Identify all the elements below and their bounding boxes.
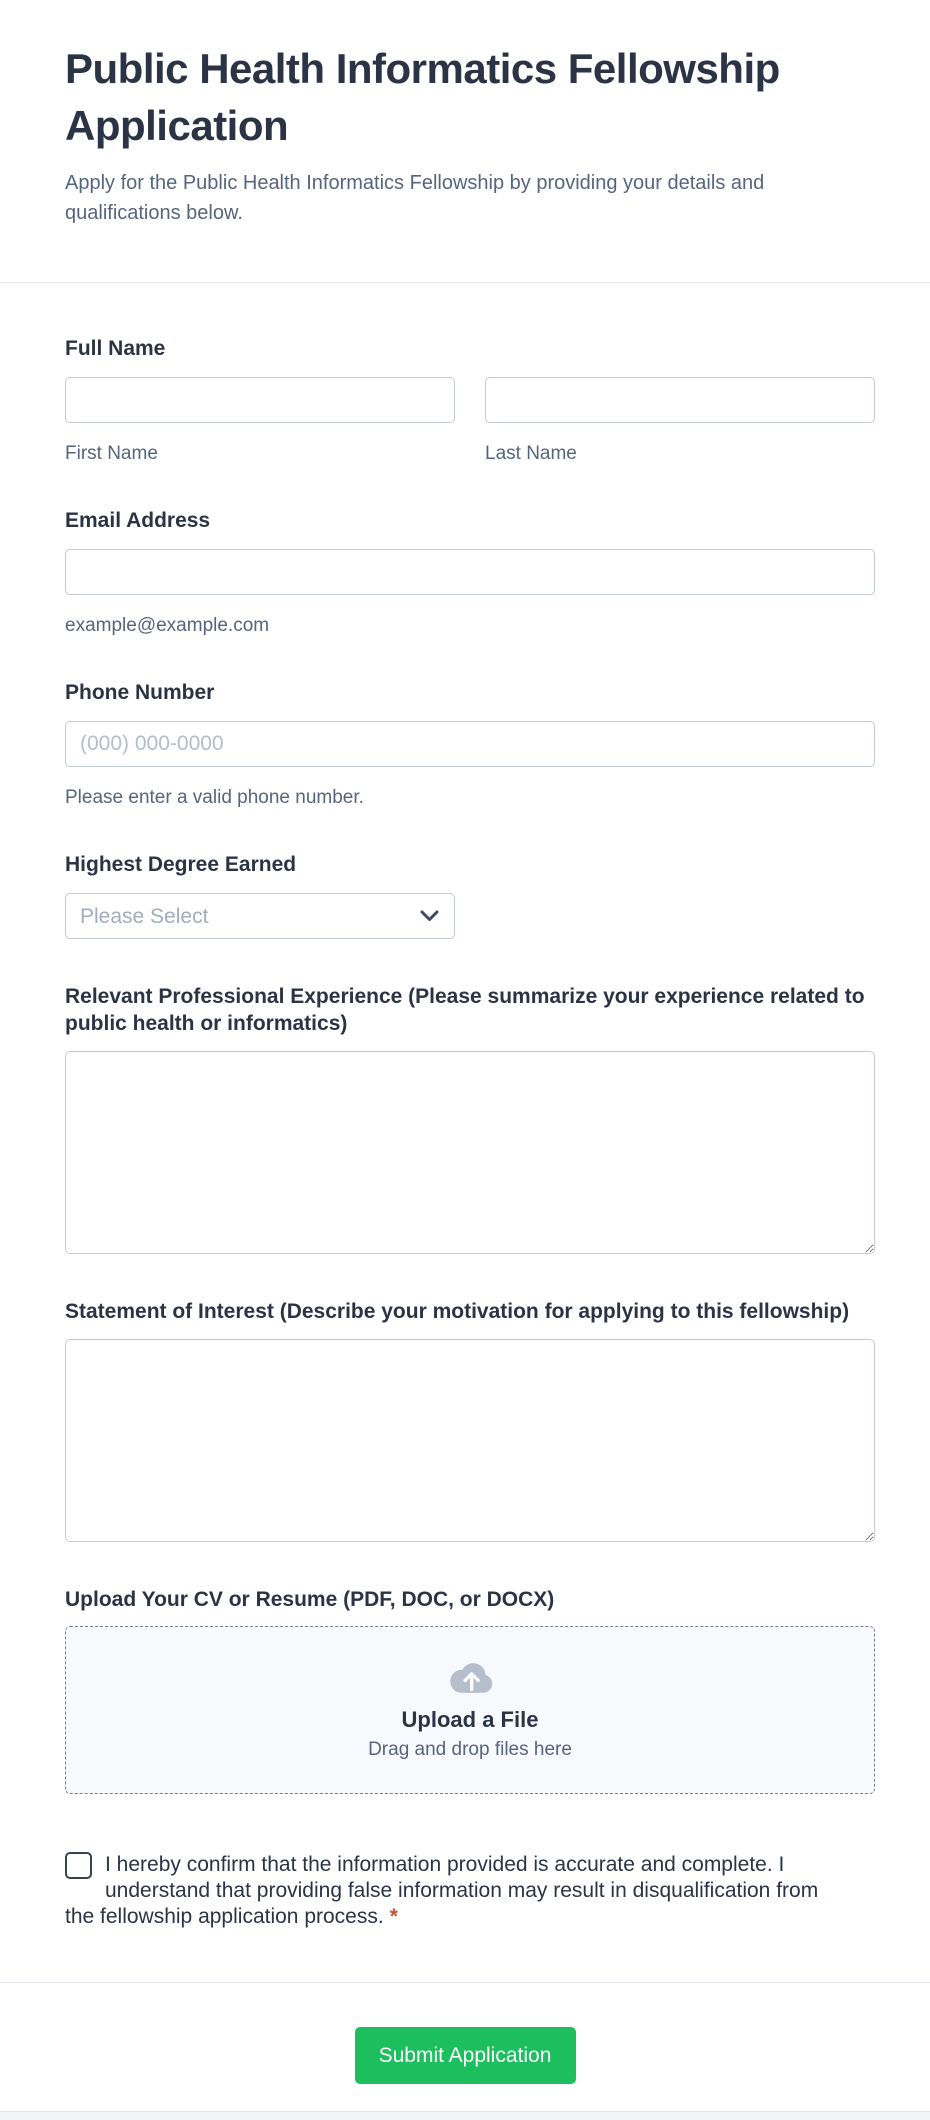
- footer-divider: [0, 1982, 930, 1983]
- required-asterisk: *: [389, 1905, 398, 1928]
- full-name-label: Full Name: [65, 337, 166, 360]
- page-subtitle: Apply for the Public Health Informatics Fellowship by providing your details and qualifications below.: [65, 172, 765, 224]
- experience-textarea[interactable]: [65, 1051, 875, 1254]
- phone-field: [65, 681, 875, 809]
- first-name-input[interactable]: [65, 377, 455, 423]
- upload-button-text: Upload a File: [401, 1707, 539, 1732]
- degree-label: Highest Degree Earned: [65, 853, 297, 876]
- degree-field: [65, 853, 875, 939]
- full-name-field: [65, 337, 875, 465]
- email-label: Email Address: [65, 509, 211, 532]
- last-name-sublabel: Last Name: [485, 443, 577, 464]
- statement-textarea[interactable]: [65, 1339, 875, 1542]
- email-input[interactable]: [65, 549, 875, 595]
- confirm-row: [65, 1852, 845, 1930]
- first-name-sublabel: First Name: [65, 443, 158, 464]
- form-body: [0, 283, 930, 1930]
- confirm-label: I hereby confirm that the information provided is accurate and complete. I understand that providing false information may result in disqualification from the fellowship application process.: [65, 1853, 819, 1928]
- phone-sublabel: Please enter a valid phone number.: [65, 787, 364, 808]
- email-sublabel: example@example.com: [65, 615, 270, 636]
- statement-field: [65, 1298, 875, 1542]
- confirm-checkbox[interactable]: [65, 1852, 92, 1879]
- upload-hint: Drag and drop files here: [368, 1739, 572, 1760]
- statement-label: Statement of Interest (Describe your motivation for applying to this fellowship): [65, 1300, 850, 1323]
- degree-select-wrap: [65, 893, 455, 939]
- upload-field: [65, 1586, 875, 1794]
- form-footer: [0, 2027, 930, 2084]
- last-name-input[interactable]: [485, 377, 875, 423]
- submit-button[interactable]: Submit Application: [355, 2027, 576, 2084]
- phone-input[interactable]: [65, 721, 875, 767]
- experience-label: Relevant Professional Experience (Please summarize your experience related to public health or informatics): [65, 985, 865, 1035]
- experience-field: [65, 983, 875, 1254]
- upload-label: Upload Your CV or Resume (PDF, DOC, or DOCX): [65, 1588, 555, 1611]
- form-header: [0, 0, 930, 228]
- page-title: Public Health Informatics Fellowship Application: [65, 45, 780, 149]
- email-field: [65, 509, 875, 637]
- cloud-upload-icon: [442, 1658, 498, 1698]
- phone-label: Phone Number: [65, 681, 215, 704]
- upload-dropzone[interactable]: [65, 1626, 875, 1794]
- degree-select[interactable]: [65, 893, 455, 939]
